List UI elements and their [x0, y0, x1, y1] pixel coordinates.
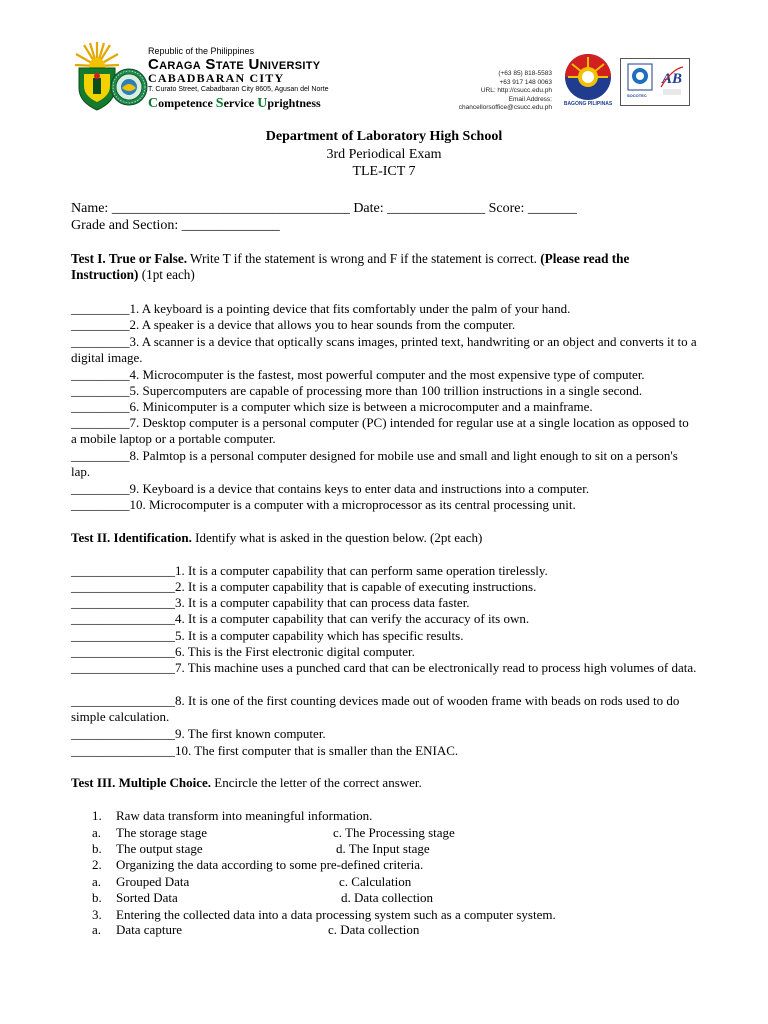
- test1-item: _________1. A keyboard is a pointing device that fits comfortably under the palm of your hand.: [71, 301, 571, 316]
- choice-b: Sorted Data: [116, 890, 178, 905]
- contact-line: (+63 85) 818-5583: [498, 70, 552, 77]
- test1-item: _________3. A scanner is a device that optically scans images, printed text, handwriting or an object and converts it to a digital image.: [71, 334, 700, 366]
- question-text: Organizing the data according to some pre-defined criteria.: [116, 857, 424, 872]
- subject-title: TLE-ICT 7: [352, 164, 416, 179]
- choice-letter: a.: [92, 922, 102, 937]
- test1-item: _________5. Supercomputers are capable of processing more than 100 trillion instructions in a single second.: [71, 383, 643, 398]
- test2-instruction-text: Identify what is asked in the question below. (2pt each): [191, 530, 483, 545]
- choice-d: d. Data collection: [341, 890, 434, 905]
- question-number: 1.: [92, 808, 102, 823]
- motto-initial: C: [148, 96, 159, 111]
- choice-c: c. The Processing stage: [333, 825, 455, 840]
- exam-title: 3rd Periodical Exam: [326, 147, 442, 162]
- choice-b: The output stage: [116, 841, 203, 856]
- motto-word: ervice: [223, 96, 255, 110]
- test3-instruction-text: Encircle the letter of the correct answer.: [211, 775, 422, 790]
- test1-points: (1pt each): [138, 267, 195, 283]
- test2-item: ________________6. This is the First electronic digital computer.: [71, 644, 415, 659]
- test1-heading: Test I. True or False.: [71, 251, 187, 266]
- choice-a: The storage stage: [116, 825, 207, 840]
- contact-line: +63 917 148 0063: [499, 78, 552, 86]
- test1-item: _________2. A speaker is a device that allows you to hear sounds from the computer.: [71, 317, 516, 332]
- motto-word: prightness: [267, 96, 321, 110]
- motto-word: ompetence: [158, 96, 213, 110]
- university-identity: [148, 46, 329, 111]
- test1-item: _________4. Microcomputer is the fastest, most powerful computer and the most expensive type of computer.: [71, 367, 645, 382]
- bagong-pilipinas-logo-icon: [562, 52, 614, 102]
- grade-section-line: Grade and Section: ______________: [71, 218, 280, 233]
- contact-line: URL: http://csucc.edu.ph: [480, 87, 552, 95]
- test2-item: ________________4. It is a computer capability that can verify the accuracy of its own.: [71, 611, 530, 626]
- test2-item: ________________5. It is a computer capability which has specific results.: [71, 628, 464, 643]
- test2-item: ________________3. It is a computer capability that can process data faster.: [71, 595, 470, 610]
- question-text: Entering the collected data into a data processing system such as a computer system.: [116, 907, 556, 922]
- test1-note: (Please read the Instruction): [71, 251, 633, 283]
- question-text: Raw data transform into meaningful information.: [116, 808, 373, 823]
- motto-initial: U: [257, 96, 268, 111]
- university-address: T. Curato Street, Cabadbaran City 8605, Agusan del Norte: [148, 86, 329, 93]
- test2-item: ________________9. The first known computer.: [71, 726, 326, 741]
- choice-c: c. Data collection: [328, 922, 420, 937]
- test1-item: _________6. Minicomputer is a computer which size is between a microcomputer and a mainframe.: [71, 399, 593, 414]
- accreditation-badge-icon: [659, 63, 685, 99]
- bagong-pilipinas-label: BAGONG PILIPINAS: [563, 101, 613, 107]
- question-number: 2.: [92, 857, 102, 872]
- choice-a: Grouped Data: [116, 874, 190, 889]
- test1-item: _________9. Keyboard is a device that contains keys to enter data and instructions into a computer.: [71, 481, 590, 496]
- test1-instruction-text: Write T if the statement is wrong and F if the statement is correct.: [187, 251, 541, 266]
- socotec-badge-icon: [627, 63, 653, 91]
- contact-info: [420, 70, 552, 113]
- letterhead: [0, 0, 768, 120]
- test2-item: ________________8. It is one of the first counting devices made out of wooden frame with beads on rods used to do simple calculation.: [71, 693, 683, 725]
- svg-text:AB: AB: [662, 71, 683, 87]
- test1-item: _________8. Palmtop is a personal computer designed for mobile use and small and light enough to sit on a person's lap.: [71, 448, 681, 480]
- socotec-label: SOCOTEC: [627, 93, 647, 98]
- city-name: CABADBARAN CITY: [148, 71, 285, 85]
- test1-item: _________7. Desktop computer is a personal computer (PC) intended for regular use at a single location as opposed to a mobile laptop or a portable computer.: [71, 415, 692, 447]
- university-motto: [148, 96, 329, 111]
- choice-letter: a.: [92, 874, 102, 889]
- test2-item: ________________1. It is a computer capability that can perform same operation tirelessly.: [71, 563, 548, 578]
- test3-instructions: [71, 775, 697, 791]
- certification-badges: [620, 58, 690, 106]
- test2-item: ________________10. The first computer that is smaller than the ENIAC.: [71, 743, 459, 758]
- choice-letter: b.: [92, 841, 102, 856]
- campus-seal-icon: [110, 68, 148, 106]
- choice-a: Data capture: [116, 922, 183, 937]
- test2-item: ________________7. This machine uses a punched card that can be electronically read to process high volumes of data.: [71, 660, 697, 675]
- test3-heading: Test III. Multiple Choice.: [71, 775, 211, 790]
- choice-d: d. The Input stage: [336, 841, 430, 856]
- choice-letter: b.: [92, 890, 102, 905]
- test2-item: ________________2. It is a computer capability that is capable of executing instructions.: [71, 579, 537, 594]
- question-number: 3.: [92, 907, 102, 922]
- contact-line: Email Address: chancellorsoffice@csucc.edu.ph: [458, 95, 552, 112]
- name-date-score-line: Name: __________________________________ Date: ______________ Score: _______: [71, 201, 577, 216]
- test2-heading: Test II. Identification.: [71, 530, 192, 545]
- motto-initial: S: [215, 96, 224, 111]
- test1-instructions: [71, 251, 697, 284]
- test2-instructions: [71, 530, 697, 546]
- department-title: Department of Laboratory High School: [265, 129, 503, 144]
- choice-c: c. Calculation: [339, 874, 412, 889]
- republic-label: Republic of the Philippines: [148, 46, 255, 56]
- choice-letter: a.: [92, 825, 102, 840]
- university-name: Caraga State University: [148, 56, 321, 73]
- test1-item: _________10. Microcomputer is a computer with a microprocessor as its central processing unit.: [71, 497, 576, 512]
